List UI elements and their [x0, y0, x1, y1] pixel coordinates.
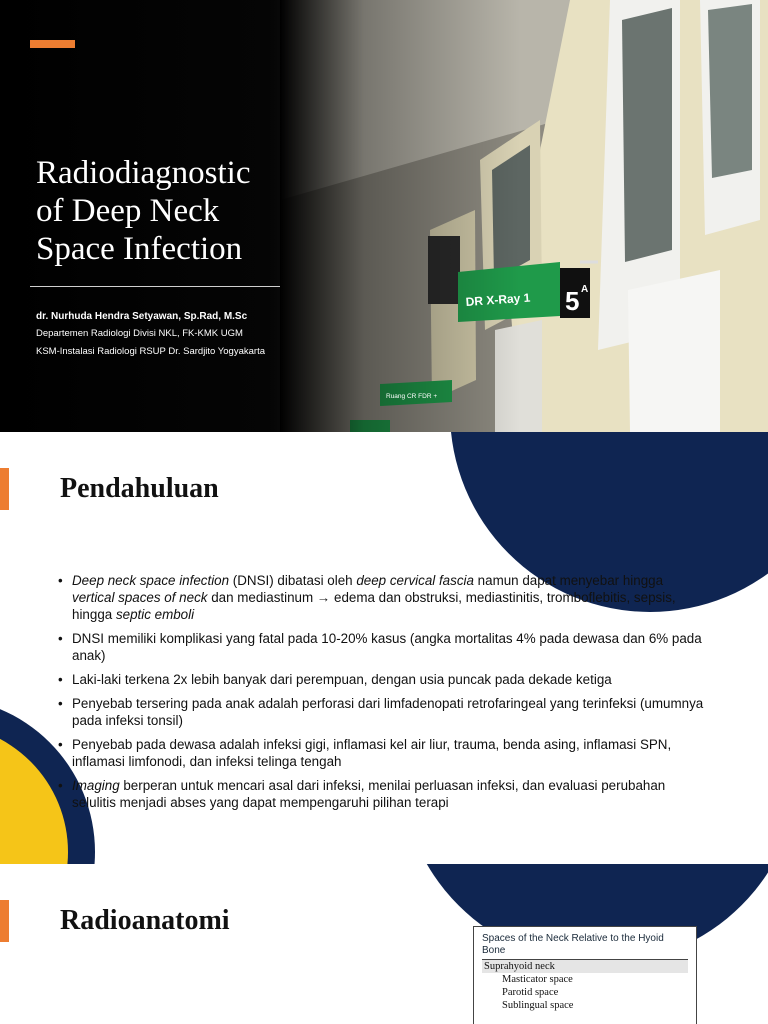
title-divider [30, 286, 280, 287]
heading-accent-bar [0, 468, 9, 510]
page-title [36, 154, 286, 268]
hallway-photo [280, 0, 768, 432]
author-institution: KSM-Instalasi Radiologi RSUP Dr. Sardjito Yogyakarta [36, 346, 265, 357]
bullet-item [58, 671, 708, 688]
section-heading: Pendahuluan [60, 473, 219, 504]
bullet-text-run: Penyebab tersering pada anak adalah perforasi dari limfadenopati retrofaringeal yang terinfeksi (umumnya pada infeksi tonsil) [72, 696, 704, 728]
bullet-item [58, 695, 708, 729]
bullet-text-run: Penyebab pada dewasa adalah infeksi gigi, inflamasi kel air liur, trauma, benda asing, inflamasi SPN, inflamasi limfonodi, dan infeksi telinga tengah [72, 737, 672, 769]
table-row: Parotid space [502, 987, 559, 998]
title-accent-bar [30, 40, 75, 48]
bullet-text-run: DNSI memiliki komplikasi yang fatal pada 10-20% kasus (angka mortalitas 4% pada dewasa dan 6% pada anak) [72, 631, 702, 663]
neck-spaces-table [473, 926, 697, 1024]
table-title: Spaces of the Neck Relative to the Hyoid Bone [482, 933, 664, 956]
bullet-item [58, 736, 708, 770]
hallway-photo-drawing [280, 0, 768, 432]
bullet-item [58, 572, 708, 623]
sign-small-text: Ruang CR FDR + [386, 393, 438, 400]
heading-accent-bar [0, 900, 9, 942]
bullet-text-run: Imaging [72, 778, 120, 793]
title-slide [0, 0, 768, 432]
bullet-text-run: Laki-laki terkena 2x lebih banyak dari perempuan, dengan usia puncak pada dekade ketiga [72, 672, 612, 687]
bullet-text-run: deep cervical fascia [356, 573, 474, 588]
bullet-item [58, 777, 708, 811]
table-section-row: Suprahyoid neck [482, 960, 688, 973]
bullet-text-run: septic emboli [115, 607, 195, 622]
bullet-item [58, 630, 708, 664]
bullet-text-run: dan mediastinum → edema dan obstruksi, mediastinitis, tromboflebitis, sepsis, hingga [72, 590, 676, 622]
bullet-text-run: berperan untuk mencari asal dari infeksi, menilai perluasan infeksi, dan evaluasi perubahan selulitis menjadi abses yang dapat mempengaruhi pilihan terapi [72, 778, 666, 810]
table-row: Masticator space [502, 974, 573, 985]
title-line-3: Space Infection [36, 231, 243, 267]
bullet-text-run: Deep neck space infection [72, 573, 230, 588]
title-line-1: Radiodiagnostic [36, 155, 251, 191]
table-row: Sublingual space [502, 1000, 574, 1011]
author-department: Departemen Radiologi Divisi NKL, FK-KMK UGM [36, 328, 243, 339]
bullet-list [58, 572, 708, 818]
section-heading: Radioanatomi [60, 905, 230, 936]
bullet-text-run: vertical spaces of neck [72, 590, 208, 605]
intro-slide [0, 432, 768, 864]
radioanatomy-slide [0, 864, 768, 1024]
sign-main-text: DR X-Ray 1 [465, 290, 531, 309]
bullet-text-run: namun dapat menyebar hingga [473, 573, 664, 588]
author-name: dr. Nurhuda Hendra Setyawan, Sp.Rad, M.Sc [36, 311, 248, 322]
sign-number-text: 5 [565, 286, 580, 316]
bullet-text-run: (DNSI) dibatasi oleh [229, 573, 357, 588]
title-line-2: of Deep Neck [36, 193, 220, 229]
sign-superscript-text: A [581, 284, 589, 295]
